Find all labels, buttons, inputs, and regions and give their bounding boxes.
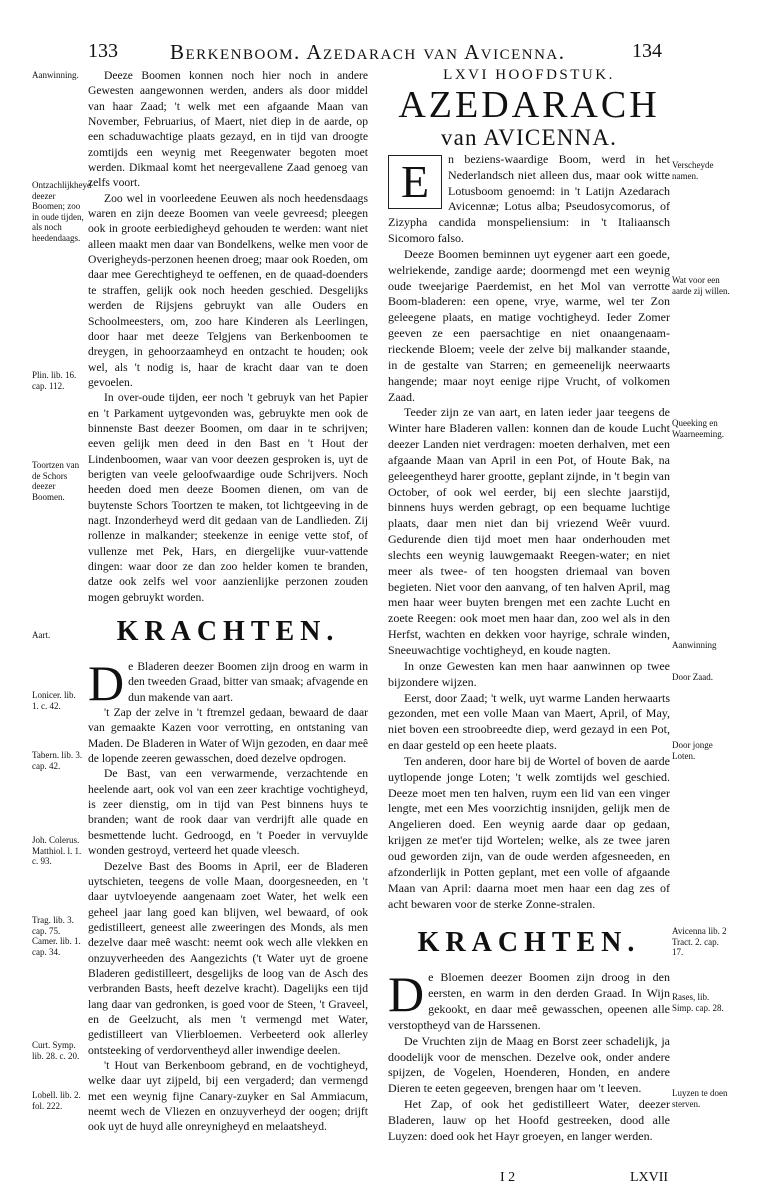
drop-cap: D	[88, 655, 125, 712]
paragraph: De Bast, van een verwarmende, verzachtende en heelende aart, ook vol van een zeer krachtige vochtigheyd, is zeer dienstig, om in tijd van Pest binnens huys te branden; want de rook daar van verdrijft alle quade en besmettende lucht. Gedroogd, en 't Poeder in vervuylde wonden gestroyd, verteerd het quade vleesch.	[88, 767, 368, 858]
paragraph: Ten anderen, door hare bij de Wortel of boven de aarde uytlopende jonge Loten; 't welk zomtijds wel geschied. Deeze moet men ten halven, ruym een lid van een vinger lengte, met een Mes voorzichtig insnijden, gelijk men de Angelieren doed. Een weynig aarde daar op gedaan, krijgen ze met'er tijd Wortelen; welke, als ze twee jaren oud geworden zijn, van de oude werden afgesneeden, en afzonderlijk in Potten geplant, met een volle of afgaande Maan van April: daarna moet men haar een dag zes of acht bewaren voor de sterke Zonne-stralen.	[388, 753, 670, 911]
margin-note: Curt. Symp. lib. 28. c. 20.	[32, 1040, 80, 1061]
margin-note: Tabern. lib. 3. cap. 42.	[32, 750, 83, 771]
margin-note: Aanwinning.	[32, 70, 79, 80]
right-page-number: 134	[632, 40, 662, 62]
margin-note: Door jonge Loten.	[672, 740, 713, 761]
margin-note: Luyzen te doen sterven.	[672, 1088, 728, 1109]
margin-note: Trag. lib. 3. cap. 75. Camer. lib. 1. cap. 34.	[32, 915, 81, 957]
section-heading-krachten: KRACHTEN.	[417, 927, 641, 959]
left-page-number: 133	[88, 40, 118, 62]
catchword: LXVII	[630, 1170, 669, 1185]
margin-note: Toortzen van de Schors deezer Boomen.	[32, 460, 80, 502]
section-heading-krachten: KRACHTEN.	[116, 616, 340, 648]
right-column	[388, 68, 670, 1145]
margin-note: Aanwinning	[672, 640, 717, 650]
paragraph: 't Zap der zelve in 't ftremzel gedaan, bewaard de daar van gemaakte Kazen voor verrotting, en ontstaning van Maden. De Bladeren in Water of Wijn gezoden, en daar meê de lopende zeeren gewasschen, doed dezelve opdrogen.	[88, 706, 368, 766]
chapter-title: AZEDARACH	[398, 83, 660, 126]
ornamental-initial: E	[388, 155, 442, 209]
paragraph: Zoo wel in voorleedene Eeuwen als noch heedensdaags waren en zijn deeze Boomen van veele gevreesd; pleegen ook in groote eerbiedigheyd gehouden te werden: want niet alleen maakt men daar van Bondelkens, welke men voor de Overigheyds-perzonen heenen droeg; maar ook Roeden, om daar mee Gerechtigheyd te oeffenen, en de quaad-doenders te straffen, gelijk ook noch heeden geschied. Desgelijks werden de Rijsjens gebruykt van alle Ouders en Schoolmeesters, om, zoo hare Kinderen als Leerlingen, door haar met deeze Telgjens van Berkenboomen te dreygen, in gehoorzaamheyd en ontzacht te houden; ook wel, als 't nodig is, haar de kracht daar van te doen gevoelen.	[88, 191, 368, 389]
margin-note: Verscheyde namen.	[672, 160, 714, 181]
paragraph: Dezelve Bast des Booms in April, eer de Bladeren uytschieten, teegens de volle Maan, doorgesneeden, en 't daar uytvloeyende aangenaam zoet Water, het welk een geheel jaar lang goed kan blijven, wel bewaard, of ook gedistilleert, geneest alle zweeringen des Monds, als men dezelve daar meê wascht: neemt ook wech alle vlekken en onzuyverheeden des Aangezichts ('t Water uyt de groene Bladeren gedistilleert, desgelijks de loog van de Asch des verbranden Basts, heeft dezelve kracht). Dagelijks een tijd lang daar van gedronken, is goed voor de Steen, 't Graveel, en de Geelzucht, als men 't vermengd met Water, gedistilleert van Vlierbloemen. Verbeeterd ook allerley ontsteeking of verdorventheyd aller inwendige deelen.	[88, 859, 368, 1057]
paragraph: E n beziens-waardige Boom, werd in het Nederlandsch niet alleen dus, maar ook witte Lotusboom genoemd: in 't Latijn Azedarach Avicennæ; Lotus alba; Pseudosycomorus, of Zizypha candida monspeliensium: in 't Italiaansch Sicomoro falso.	[388, 151, 670, 246]
running-head	[0, 40, 770, 68]
margin-note: Aart.	[32, 630, 51, 640]
paragraph: De Vruchten zijn de Maag en Borst zeer schadelijk, ja doodelijk voor de menschen. Dezelve ook, onder andere spijzen, de Vogelen, Hoenderen, Honden, en andere Dieren te eeten gegeeven, brengen haar om 't leeven.	[388, 1033, 670, 1096]
paragraph: Eerst, door Zaad; 't welk, uyt warme Landen herwaarts gezonden, met een volle Maan van Maert, April, of May, niet boven een stroobreedte diep, werd gezayd in een Pot, en daar gesteld op een heete plaats.	[388, 690, 670, 753]
signature-mark: I 2	[500, 1170, 516, 1185]
left-column	[88, 68, 368, 1135]
chapter-subtitle: van AVICENNA.	[440, 124, 618, 150]
paragraph: Teeder zijn ze van aart, en laten ieder jaar teegens de Winter hare Bladeren vallen: konnen dan de koude Lucht deezer Landen niet verdragen: moeten derhalven, met een afgaande Maan van April in een Pot, of Houte Bak, na geleegentheyd harer grootte, geplant zijnde, in 't begin van October, of ook wel eerder, bij een slechte jaarstijd, binnens huys werden gebragt, op een bequame luchtige plaats, daar men niet dan bij vriezend Weêr vuurd. Gedurende dien tijd moet men haar onderhouden met slechts een weynig lauwgemaakt Reegen-water; en niet meer als twee- of ten hoogsten driemaal van boven begieten. Niet voor den aanvang, of ten halven April, mag men haar weer buyten brengen met een zachte Lucht en zoete Reegen: ook moet men haar dan, zoo wel als in den Herfst, wachten en dekken voor hayrige, schrale winden, Sneeuwachtige vochtigheyd, en koude nagten.	[388, 405, 670, 657]
paragraph: Deeze Boomen konnen noch hier noch in andere Gewesten aangewonnen werden, anders als door middel van haar Zaad; 't welk met een afgaande Maan van November, Februarius, of Maert, niet diep in de aarde, op een schaduwachtige plaats gezayd, en in tijd van droogte zomtijds een weynig met Reegenwater begoten moet werden. Dikmaal komt het neergevallene Zaad genoeg van zelfs voort.	[88, 69, 368, 190]
margin-note: Lonicer. lib. 1. c. 42.	[32, 690, 76, 711]
paragraph: Het Zap, of ook het gedistilleert Water, deezer Bladeren, lauw op het Hoofd gestreeken, dood alle Luyzen: doed ook het Hayr groeyen, en langer werden.	[388, 1097, 670, 1143]
paragraph: In over-oude tijden, eer noch 't gebruyk van het Papier en 't Parkament uytgevonden was, gebruykte men ook de binnenste Bast deezer Boomen, om daar in te schrijven; eeven gelijk men deed in den Bast en 't Hout der Lindenboomen, waar van voor deezen gesproken is, uyt de berigten van veele geloofwaardige oude Schrijvers. Noch heeden doed men deeze Boomen dienen, om van de buytenste Schors Toortzen te maken, tot lichtgeeving in de nagt. Inzonderheyd werd dit gedaan van de Landlieden. Zij rollenze in malkander; steekenze in eenige vette stof, of vullenze met Pek, Hars, en diergelijke vuur-vattende dingen: waar door ze dan zoo helder komen te branden, datze ook zelfs wel voor aanzienlijke perzonen zouden mogen gebruykt worden.	[88, 391, 368, 604]
margin-note: Ontzachlijkheyd deezer Boomen; zoo in oude tijden, als noch heedendaags.	[32, 180, 92, 243]
margin-note: Plin. lib. 16. cap. 112.	[32, 370, 77, 391]
paragraph: In onze Gewesten kan men haar aanwinnen op twee bijzondere wijzen.	[388, 658, 670, 689]
drop-cap: D	[388, 966, 425, 1023]
margin-note: Lobell. lib. 2. fol. 222.	[32, 1090, 81, 1111]
margin-note: Avicenna lib. 2 Tract. 2. cap. 17.	[672, 926, 727, 957]
paragraph: 't Hout van Berkenboom gebrand, en de vochtigheyd, welke daar uyt zijpeld, bij een vergaderd; dan vermengd met een weynig fijne Canary-zuyker en Sal Ammiacum, neemt wech de Vliezen en onzuyverheyd der oogen; drijft ook uyt de huyd alle onreynigheyd en melaatsheyd.	[88, 1058, 368, 1134]
margin-note: Rases, lib. Simp. cap. 28.	[672, 992, 724, 1013]
paragraph: Deeze Boomen beminnen uyt eygener aart een goede, welriekende, zandige aarde; doormengd met een weynig oude tweejarige Paerdemist, en het Mol van verrotte Boom-bladeren: een opene, vrye, warme, wel ter Zon geleegene plaats, en matige vochtigheyd. Ieder Zomer geeven ze een paersachtige en niet onaangenaam-rieckende Bloem; veele der zelve bij malkander staande, in de gestalte van Starren; en gemeenelijk neerwaarts hangende; maar noyt eenige rijpe Vrucht, of volkomen Zaad.	[388, 246, 670, 404]
margin-note: Wat voor een aarde zij willen.	[672, 275, 730, 296]
margin-note: Joh. Colerus. Matthiol. l. 1. c. 93.	[32, 835, 82, 866]
margin-note: Queeking en Waarneeming.	[672, 418, 725, 439]
paragraph: De Bloemen deezer Boomen zijn droog in den eersten, en warm in den derden Graad. In Wijn gekookt, en daar meê gewasschen, opeenen alle verstoptheyd van de Harssenen.	[388, 966, 670, 1032]
running-title: Berkenboom. Azedarach van Avicenna.	[170, 40, 566, 64]
margin-note: Door Zaad.	[672, 672, 713, 682]
chapter-heading: LXVI HOOFDSTUK.	[443, 67, 615, 83]
paragraph: De Bladeren deezer Boomen zijn droog en warm in den tweeden Graad, bitter van smaak; afvagende en dun makende van aart.	[88, 655, 368, 712]
